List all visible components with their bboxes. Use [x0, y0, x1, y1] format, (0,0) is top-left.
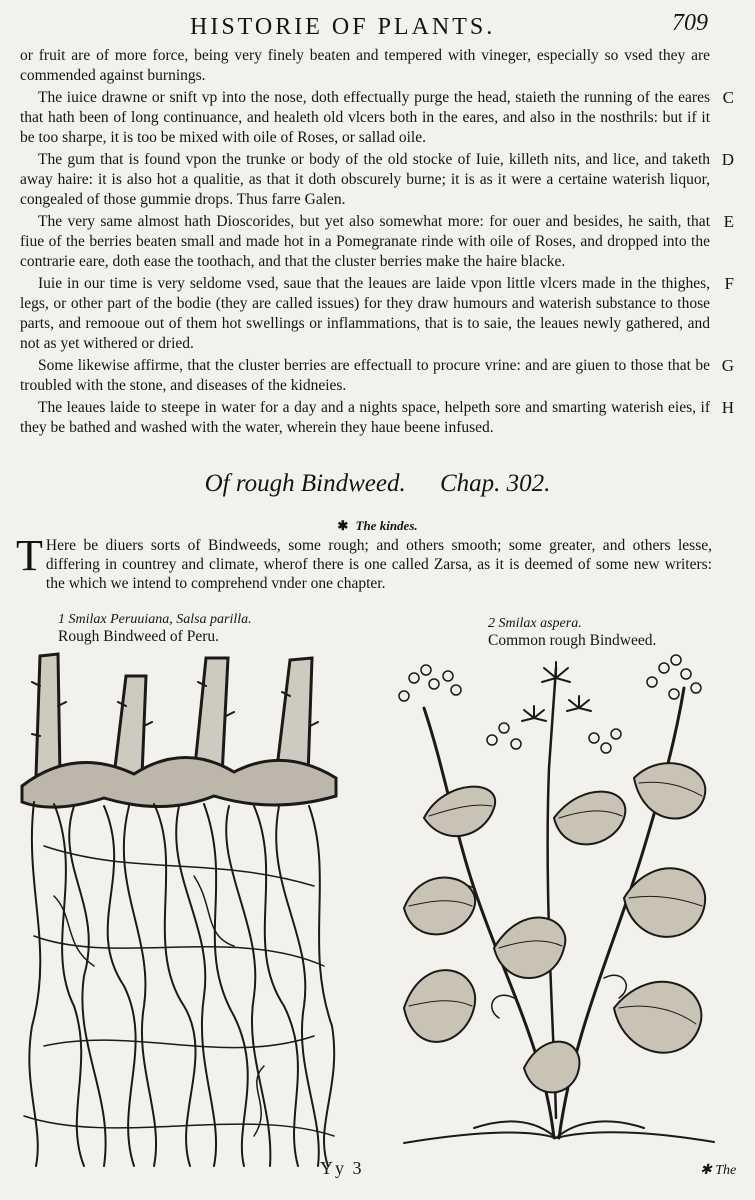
paragraph-text: Iuie in our time is very seldome vsed, saue that the leaues are laide vpon little vlcers made in the thighes, legs, or other part of the bodie (they are called issues) for they draw humours and waterish substance to those parts, and remooue out of them hot swellings or inflammations, that is to saie, the leaues newly gathered, and not as yet withered or dried. [20, 275, 710, 352]
paragraph [20, 150, 734, 210]
margin-letter: E [723, 212, 734, 231]
margin-letter: D [721, 150, 734, 169]
paragraph-text: The iuice drawne or snift vp into the nose, doth effectually purge the head, staieth the running of the eares that hath been of long continuance, and healeth old vlcers both in the eares, and also in the nosthrils: but if it be too sharpe, it is too be mixed with oile of Roses, or sallad oile. [20, 89, 710, 146]
intro-paragraph [16, 531, 712, 593]
caption-english: Common rough Bindweed. [488, 632, 657, 649]
paragraph [20, 46, 710, 86]
figure-caption-1 [58, 612, 252, 646]
running-head [0, 8, 755, 44]
paragraph-text: Some likewise affirme, that the cluster berries are effectuall to procure vrine: and are giuen to those that be troubled with the stone, and diseases of the kidneies. [20, 357, 710, 394]
paragraph [20, 274, 734, 354]
drop-cap: T [16, 531, 43, 580]
running-title: HISTORIE OF PLANTS. [190, 14, 496, 40]
asterism-icon: ✱ [337, 518, 349, 533]
caption-latin: 1 Smilax Peruuiana, Salsa parilla. [58, 612, 252, 627]
caption-latin: 2 Smilax aspera. [488, 616, 582, 631]
paragraph-text: or fruit are of more force, being very finely beaten and tempered with vineger, especially so vsed they are commended against burnings. [20, 47, 710, 84]
paragraph [20, 398, 734, 438]
page-number: 709 [672, 10, 708, 36]
margin-letter: G [721, 356, 734, 375]
paragraph-text: The gum that is found vpon the trunke or body of the old stocke of Iuie, killeth nits, and lice, and taketh away haire: it is also hot a qualitie, as that it doth obscurely burne; it is as it were a certaine waterish liquor, congealed of those gummie drops. Thus farre Galen. [20, 151, 710, 208]
chapter-title: Of rough Bindweed. [204, 470, 406, 497]
smilax-aspera-illustration [384, 648, 724, 1148]
margin-letter: F [724, 274, 734, 293]
paragraph [20, 356, 734, 396]
margin-letter: C [722, 88, 734, 107]
intro-text: Here be diuers sorts of Bindweeds, some rough; and others smooth; some greater, and others lesse, differing in countrey and climate, wherof there is one called Zarsa, as it is deemed of some new writers: the which we intend to comprehend vnder one chapter. [45, 537, 712, 592]
figure-caption-2 [488, 616, 656, 650]
body-text [20, 46, 734, 440]
section-heading-text: The kindes. [355, 518, 418, 533]
chapter-number: Chap. 302. [439, 470, 551, 497]
catchword: ✱ The [700, 1163, 737, 1178]
paragraph [20, 88, 734, 148]
caption-english: Rough Bindweed of Peru. [58, 628, 220, 645]
margin-letter: H [721, 398, 734, 417]
paragraph [20, 212, 734, 272]
paragraph-text: The very same almost hath Dioscorides, but yet also somewhat more: for ouer and besides, he saith, that fiue of the berries beaten small and made hot in a Pomegranate rinde with oile of Roses, and dropped into the contrarie eare, doth ease the toothach, and that the cluster berries make the haire blacke. [20, 213, 710, 270]
paragraph-text: The leaues laide to steepe in water for a day and a nights space, helpeth sore and smarting waterish eies, if they be bathed and washed with the water, wherein they haue beene infused. [20, 399, 710, 436]
sarsaparilla-roots-illustration [14, 646, 344, 1176]
section-heading [0, 518, 755, 534]
signature-mark: Yy 3 [320, 1158, 364, 1178]
chapter-heading [0, 470, 755, 498]
